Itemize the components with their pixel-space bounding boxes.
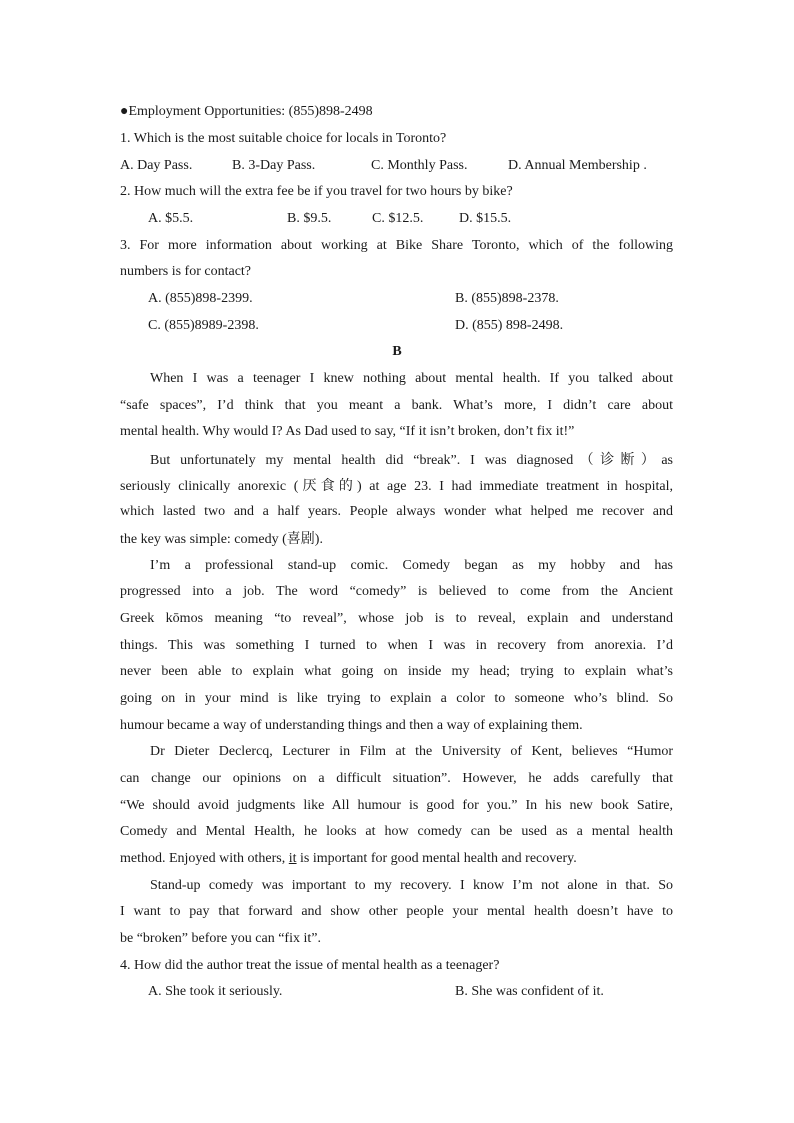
q3-option-b: B. (855)898-2378. [455,291,559,306]
p3-line-6: going on in your mind is like trying to explain a color to someone who’s blind. So [120,691,673,706]
section-b-title: B [392,344,402,359]
p5-line-1: Stand-up comedy was important to my recovery. I know I’m not alone in that. So [150,878,673,893]
q1-option-a: A. Day Pass. [120,158,193,173]
q1-option-b: B. 3-Day Pass. [232,158,316,173]
q2-option-d: D. $15.5. [459,211,512,226]
p4-line-5-before: method. Enjoyed with others, [120,851,289,866]
p3-line-2: progressed into a job. The word “comedy” is believed to come from the Ancient [120,584,673,599]
p3-line-5: never been able to explain what going on inside my head; trying to explain what’s [120,664,673,679]
q1-option-c: C. Monthly Pass. [371,158,468,173]
p2-line-3: which lasted two and a half years. People always wonder what helped me recover and [120,504,673,519]
p1-line-3: mental health. Why would I? As Dad used to say, “If it isn’t broken, don’t fix it!” [120,424,575,439]
p1-line-1: When I was a teenager I knew nothing about mental health. If you talked about [150,371,673,386]
question-3-stem-line-2: numbers is for contact? [120,264,252,279]
q2-option-c: C. $12.5. [372,211,424,226]
p2-line-1: But unfortunately my mental health did “break”. I was diagnosed（诊断）as [150,453,673,468]
p4-underlined-it: it [288,851,297,866]
p2-line-4: the key was simple: comedy (喜剧). [120,532,323,547]
question-4-stem: 4. How did the author treat the issue of mental health as a teenager? [120,958,500,973]
q4-option-a: A. She took it seriously. [148,984,283,999]
p4-line-1: Dr Dieter Declercq, Lecturer in Film at the University of Kent, believes “Humor [150,744,673,759]
p4-line-3: “We should avoid judgments like All humour is good for you.” In his new book Satire, [120,798,673,813]
q2-option-b: B. $9.5. [287,211,332,226]
p3-line-3: Greek kōmos meaning “to reveal”, whose job is to reveal, explain and understand [120,611,673,626]
p5-line-2: I want to pay that forward and show other people your mental health doesn’t have to [120,904,673,919]
q1-option-d: D. Annual Membership . [508,158,647,173]
p2-line-2: seriously clinically anorexic (厌食的) at age 23. I had immediate treatment in hospital, [120,479,673,494]
q3-option-a: A. (855)898-2399. [148,291,253,306]
q3-option-c: C. (855)8989-2398. [148,318,259,333]
question-3-stem-line-1: 3. For more information about working at Bike Share Toronto, which of the following [120,238,673,253]
p3-line-1: I’m a professional stand-up comic. Comedy began as my hobby and has [150,558,673,573]
p5-line-3: be “broken” before you can “fix it”. [120,931,321,946]
question-2-stem: 2. How much will the extra fee be if you travel for two hours by bike? [120,184,513,199]
p3-line-4: things. This was something I turned to when I was in recovery from anorexia. I’d [120,638,673,653]
q3-option-d: D. (855) 898-2498. [455,318,564,333]
p4-line-2: can change our opinions on a difficult situation”. However, he adds carefully that [120,771,673,786]
q2-option-a: A. $5.5. [148,211,194,226]
p4-line-5-after: is important for good mental health and recovery. [296,851,577,866]
question-1-stem: 1. Which is the most suitable choice for locals in Toronto? [120,131,447,146]
p4-line-4: Comedy and Mental Health, he looks at how comedy can be used as a mental health [120,824,673,839]
employment-line: ●Employment Opportunities: (855)898-2498 [120,104,373,119]
p1-line-2: “safe spaces”, I’d think that you meant a bank. What’s more, I didn’t care about [120,398,673,413]
q4-option-b: B. She was confident of it. [455,984,604,999]
p3-line-7: humour became a way of understanding things and then a way of explaining them. [120,718,583,733]
p4-line-5 [120,849,577,869]
